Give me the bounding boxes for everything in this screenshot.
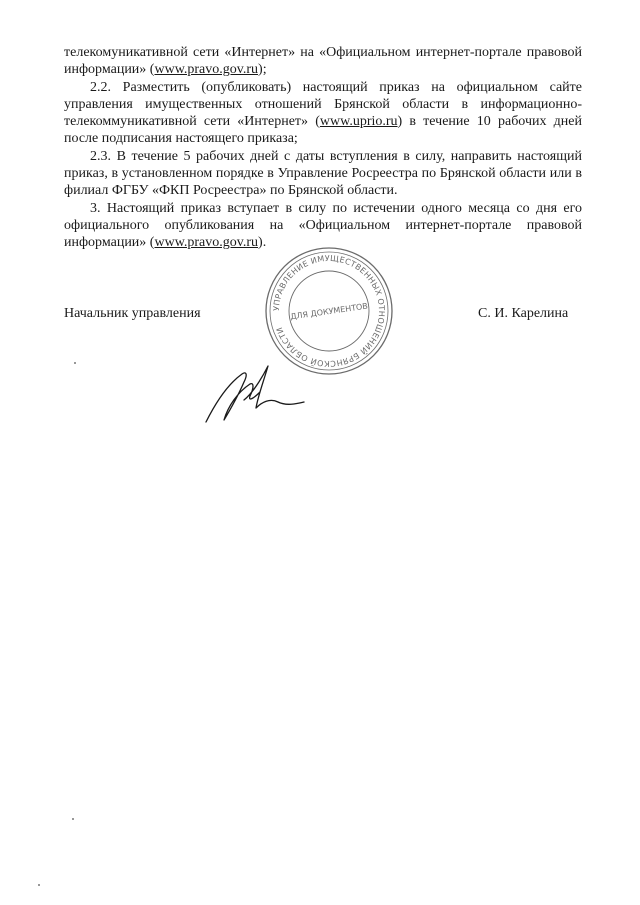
scan-speck	[72, 818, 74, 820]
paragraph-continuation	[64, 44, 582, 79]
text-fragment: 3. Настоящий приказ вступает в силу по истечении одного месяца со дня его официального опубликования на «Официальном интернет-портале правовой информации» (	[64, 200, 582, 251]
text-fragment: ).	[258, 235, 267, 251]
text-fragment: );	[258, 62, 267, 78]
text-fragment: телекомуникативной сети «Интернет» на «Официальном интернет-портале правовой информации» (	[64, 45, 582, 78]
official-seal-stamp	[262, 244, 396, 378]
handwritten-signature	[198, 362, 308, 432]
seal-ring-text: УПРАВЛЕНИЕ ИМУЩЕСТВЕННЫХ ОТНОШЕНИЙ БРЯНСКОЙ ОБЛАСТИ	[271, 253, 387, 369]
seal-center-text: ДЛЯ ДОКУМЕНТОВ	[289, 301, 369, 322]
scan-speck	[38, 884, 40, 886]
link-uprio[interactable]: www.uprio.ru	[319, 114, 398, 130]
scan-speck	[74, 362, 76, 364]
signer-position: Начальник управления	[64, 306, 201, 321]
text-fragment: ) в течение 10 рабочих дней после подписания настоящего приказа;	[64, 114, 582, 147]
order-body	[64, 44, 582, 252]
signer-name: С. И. Карелина	[478, 306, 569, 321]
text-fragment: 2.2. Разместить (опубликовать) настоящий приказ на официальном сайте управления имущественных отношений Брянской области в информационно-телекоммуникативной сети «Интернет» (	[64, 79, 582, 130]
link-pravo[interactable]: www.pravo.gov.ru	[154, 62, 259, 78]
paragraph-2-3: 2.3. В течение 5 рабочих дней с даты вступления в силу, направить настоящий приказ, в установленном порядке в Управление Росреестра по Брянской области или в филиал ФГБУ «ФКП Росреестра» по Брянской области.	[64, 148, 582, 199]
paragraph-2-2	[64, 79, 582, 148]
link-pravo[interactable]: www.pravo.gov.ru	[154, 235, 259, 251]
